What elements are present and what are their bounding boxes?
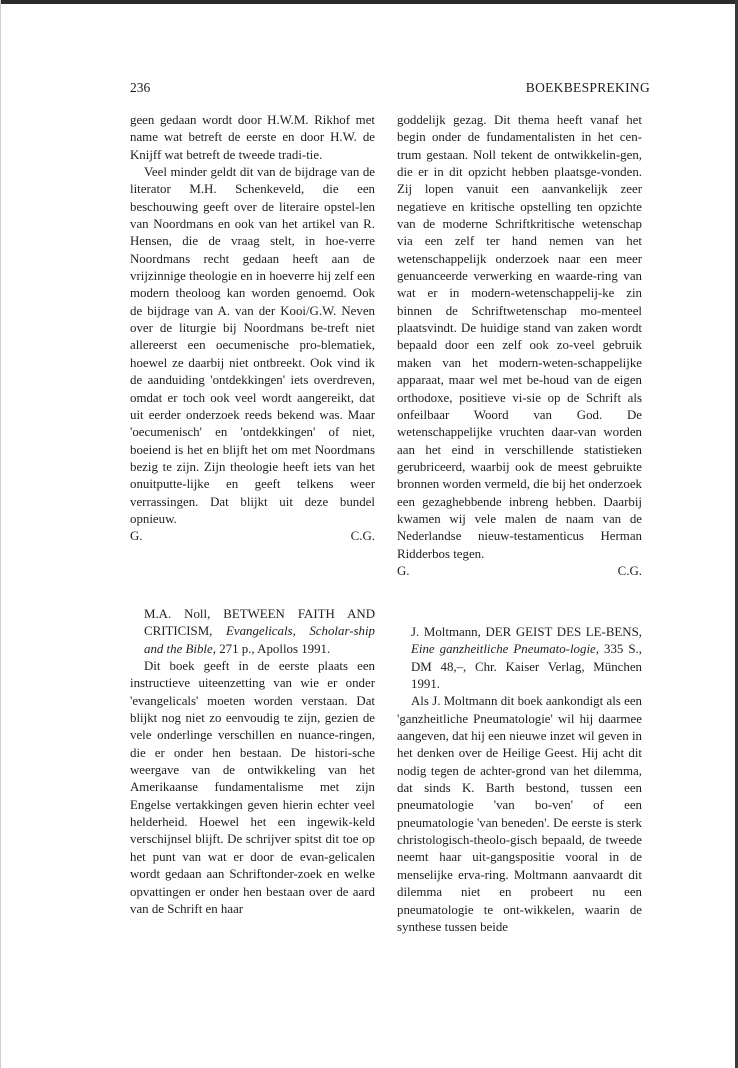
review-moltmann-author: J. Moltmann, DER GEIST DES LE-BENS, [411,625,642,639]
review-noll [130,606,375,918]
signature-reviewer: C.G. [617,563,642,578]
running-head: BOEKBESPREKING [525,80,650,95]
review-moltmann-details: 335 S., DM 48,–, Chr. Kaiser Verlag, München 1991. [411,642,642,692]
signature-initial: G. [130,529,143,544]
review-noll-details: 271 p., Apollos 1991. [219,641,331,656]
review-moltmann-body: Als J. Moltmann dit boek aankondigt als een 'ganzheitliche Pneumatologie' wil hij daarmee aangeven, dat hij een nieuwe inzet wil geven in het denken over de Heilige Geest. Hij acht dit nodig tegen de achter-grond van het dilemma, dat sinds K. Barth bestond, tussen een pneumatologie 'van bo-ven' of een pneumatologie 'van beneden'. De eerste is sterk christologisch-theolo-gisch bepaald, de tweede neemt haar uit-gangspositie vooral in de menselijke erva-ring. Moltmann aanvaardt dit dilemma niet en probeert nu een pneumatologie te ont-wikkelen, waarin de synthese tussen beide [397,694,642,934]
signature-reviewer: C.G. [350,529,375,544]
right-column-continuation [397,112,642,580]
page-number: 236 [130,80,151,95]
review-noll-heading [130,606,375,658]
review-moltmann-heading [397,624,642,693]
left-paragraph-2: Veel minder geldt dit van de bijdrage van de literator M.H. Schenkeveld, die een beschouwing geeft over de literaire opstel-len van Noordmans en ook van het artikel van R. Hensen, die de vraag stelt, in hoe-verre Noordmans recht gedaan heeft aan de vrijzinnige theologie en in hoeverre hij zelf een modern theoloog kan worden genoemd. Ook de bijdrage van A. van der Kooi/G.W. Neven over de liturgie bij Noordmans be-treft niet allereerst een oecumenische pro-blematiek, hoewel ze daarbij niet ontbreekt. Ook vind ik de aanduiding 'ontdekkingen' iets overdreven, omdat er toch ook veel wordt aangereikt, dat uit eerder onderzoek reeds bekend was. Maar 'oecumenisch' en 'ontdekkingen' of niet, boeiend is het en blijft het om met Noordmans bezig te zijn. Zijn theologie heeft iets van het onuitputte-lijke en geeft telkens weer verrassingen. Dat blijkt uit deze bundel opnieuw. [130,165,375,526]
scan-top-border [0,0,738,4]
left-signature [130,528,375,545]
right-signature [397,563,642,580]
left-paragraph-1: geen gedaan wordt door H.W.M. Rikhof met name wat betreft de eerste en door H.W. de Knijff wat betreft de tweede tradi-tie. [130,113,375,162]
review-moltmann [397,624,642,936]
right-paragraph-1: goddelijk gezag. Dit thema heeft vanaf het begin onder de fundamentalisten in het cen-trum gestaan. Noll tekent de ontwikkelin-gen, die er in dit opzicht hebben plaatsge-vonden. Zij lopen vanuit een aanvankelijk zeer negatieve en kritische opstelling ten opzichte van de moderne Schriftkritische wetenschap via een zelf ter hand nemen van het wetenschappelijk onderzoek naar een meer genuanceerde verwerking en waarde-ring van wat er in modern-wetenschappelij-ke zin binnen de Schriftwetenschap mo-menteel plaatsvindt. De huidige stand van zaken wordt bepaald door een zelf ook zo-veel gebruik maken van het modern-weten-schappelijke apparaat, maar wel met be-houd van de eigen orthodoxe, positieve vi-sie op de Schrift als onfeilbaar Woord van God. De wetenschappelijke vruchten daar-van worden aan het eind in verschillende statistieken gerubriceerd, waarbij ook de meest gebruikte bronnen worden vermeld, die bij het onderzoek een gezaghebbende inbreng hebben. Daarbij kwamen wij vele malen de naam van de Nederlandse nieuw-testamenticus Herman Ridderbos tegen. [397,113,642,561]
left-column-continuation [130,112,375,546]
scan-left-edge [0,0,1,1068]
review-moltmann-subtitle: Eine ganzheitliche Pneumato-logie, [411,642,599,657]
review-noll-subtitle: Evangelicals, Scholar-ship and the Bible, [144,624,375,656]
signature-initial: G. [397,563,410,578]
review-noll-body: Dit boek geeft in de eerste plaats een instructieve uiteenzetting van wie er onder 'evangelicals' moeten worden verstaan. Dat blijkt nog niet zo eenvoudig te zijn, gezien de vele onderlinge verschillen en nuance-ringen, die er onder hen bestaan. De histori-sche weergave van de ontwikkeling van het Amerikaanse fundamentalisme met zijn Engelse vertakkingen geven hierin echter veel helderheid. Hoewel het een ingewik-keld verschijnsel blijft. De schrijver spitst dit toe op het punt van wat er door de evan-gelicalen wordt gedaan aan Schriftonder-zoek en welke opvattingen er onder hen bestaan over de aard van de Schrift en haar [130,659,375,916]
review-noll-author: M.A. Noll, BETWEEN FAITH AND CRITICISM, [144,607,375,639]
